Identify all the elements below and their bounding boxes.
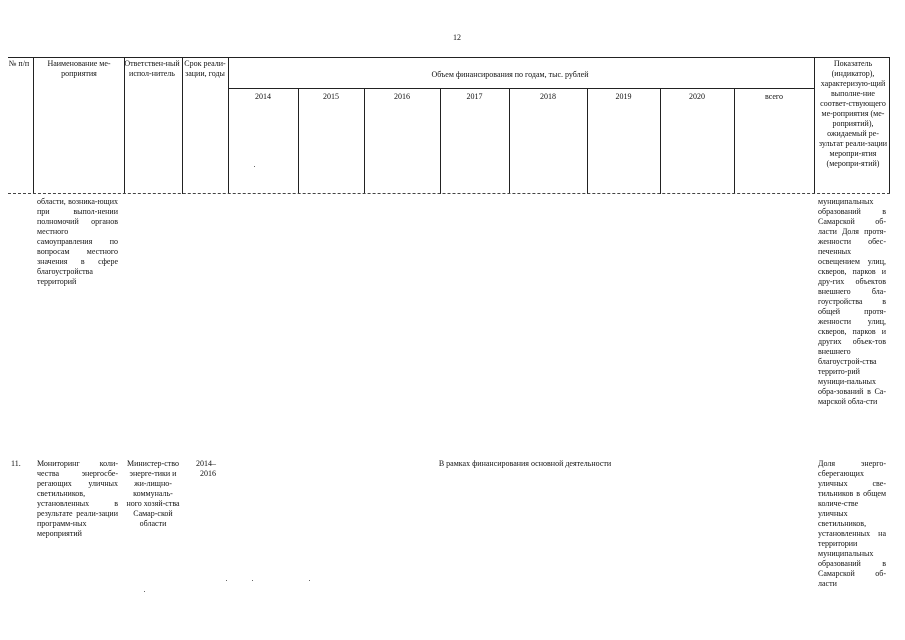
- year-header-2018: 2018: [540, 92, 556, 101]
- header-financing: Объем финансирования по годам, тыс. рублей: [431, 70, 589, 79]
- row-11-indicator: Доля энерго-сберегающих уличных све-тильников в общем количе-стве уличных светильников, установленных на территории муниципальных образований в Самарской об-ласти: [818, 459, 886, 588]
- year-header-2020: 2020: [689, 92, 705, 101]
- year-header-2014: 2014: [255, 92, 271, 101]
- continued-row-indicator: муниципальных образований в Самарской об-ласти Доля протя-женности обес-печенных освещением улиц, скверов, парков и дру-гих объектов внешнего бла-гоустройства в общей протя-женности улиц, скверов, парков и других объек-тов внешнего благоустрой-ства террито-рий муници-пальных обра-зований в Са-марской обла-сти: [818, 197, 886, 406]
- year-header-2019: 2019: [615, 92, 632, 101]
- continued-row-name: области, возника-ющих при выпол-нении полномочий органов местного самоуправления по вопросам местного значения в сфере благоустройства территорий: [37, 197, 118, 286]
- year-header-2015: 2015: [323, 92, 339, 101]
- row-11-number: 11.: [11, 459, 21, 468]
- row-11-responsible: Министер-ство энерге-тики и жи-лищно-коммуналь-ного хозяй-ства Самар-ской области: [126, 459, 180, 528]
- year-header-total: всего: [764, 92, 783, 101]
- page-number: 12: [453, 33, 461, 42]
- year-header-2016: 2016: [394, 92, 410, 101]
- header-indicator: Показатель (индикатор), характеризую-щий выполне-ние соответ-ствующего ме-роприятия (ме-роприятий), ожидаемый ре-зультат реали-зации меропри-ятия (меропри-ятий): [818, 59, 888, 168]
- row-11-term: 2014–2016: [196, 459, 216, 478]
- row-11-name: Мониторинг коли-чества энергосбе-регающих уличных светильников, установленных в результате реали-зации программ-ных мероприятий: [37, 459, 118, 538]
- header-number: № п/п: [8, 59, 30, 68]
- header-responsible: Ответствен-ный испол-нитель: [124, 59, 180, 78]
- row-11-financing: В рамках финансирования основной деятельности: [438, 459, 612, 468]
- header-name: Наименование ме-роприятия: [47, 59, 111, 78]
- year-header-2017: 2017: [466, 92, 483, 101]
- header-term: Срок реали-зации, годы: [184, 59, 226, 78]
